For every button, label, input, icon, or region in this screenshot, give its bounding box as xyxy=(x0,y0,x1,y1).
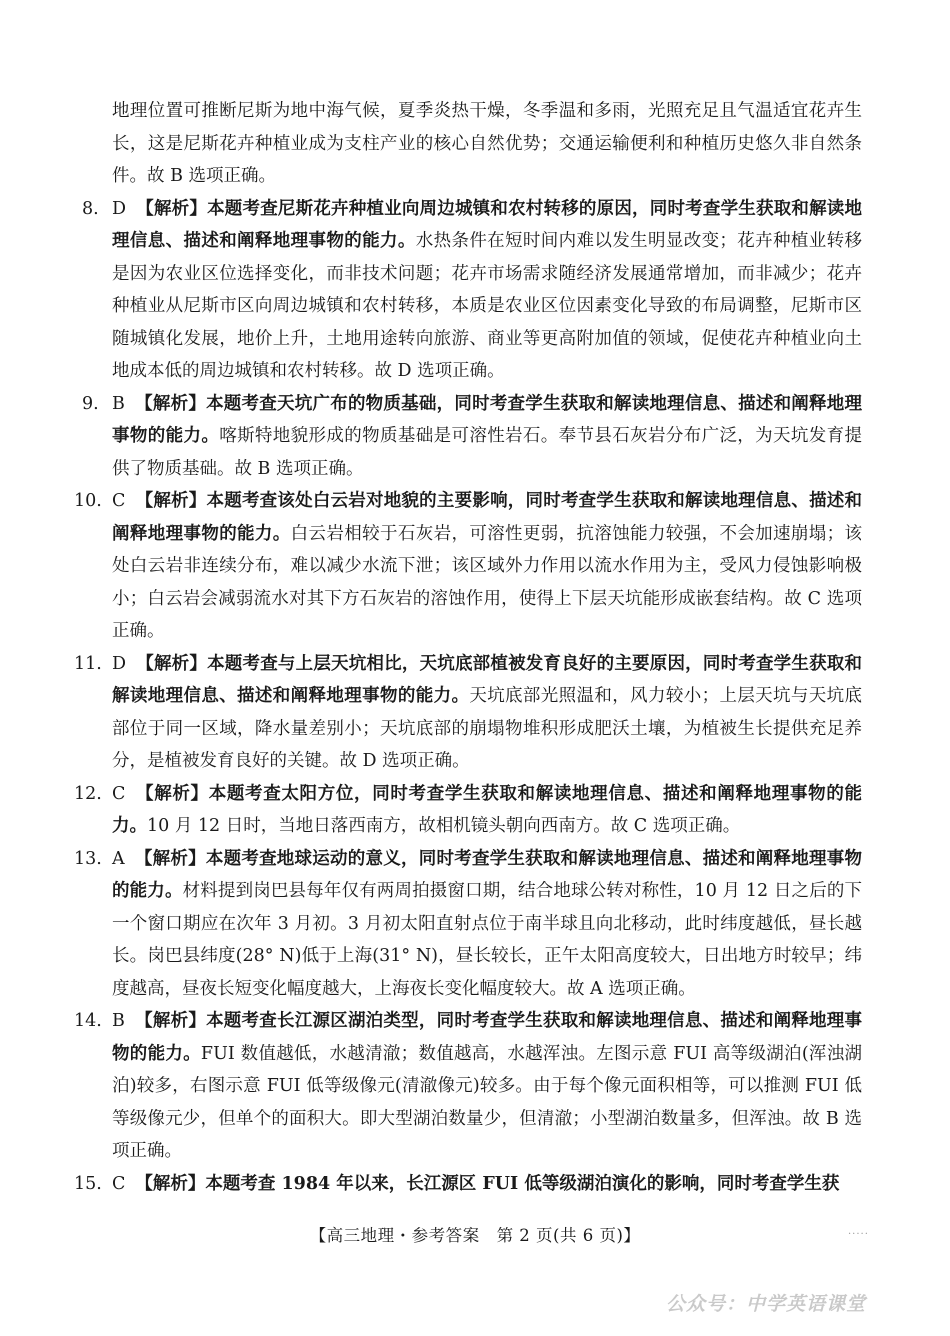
answer-item xyxy=(74,1168,862,1201)
intro-paragraph: 地理位置可推断尼斯为地中海气候，夏季炎热干燥，冬季温和多雨，光照充足且气温适宜花卉生长，这是尼斯花卉种植业成为支柱产业的核心自然优势；交通运输便利和种植历史悠久非自然条件。故 B 选项正确。 xyxy=(112,101,862,186)
analysis-body: 喀斯特地貌形成的物质基础是可溶性岩石。奉节县石灰岩分布广泛，为天坑发育提供了物质基础。故 B 选项正确。 xyxy=(112,426,863,479)
analysis-tag: 【解析】 xyxy=(136,198,208,219)
analysis-tag: 【解析】 xyxy=(135,783,209,804)
question-number: 11. xyxy=(74,653,102,674)
analysis-tag: 【解析】 xyxy=(136,653,208,674)
page-footer: 【高三地理・参考答案 第 2 页(共 6 页)】 xyxy=(309,1226,641,1245)
answer-item xyxy=(74,1005,863,1168)
analysis-tag: 【解析】 xyxy=(134,393,207,414)
question-number: 15. xyxy=(74,1173,102,1194)
analysis-body: 天坑底部光照温和，风力较小；上层天坑与天坑底部位于同一区域，降水量差别小；天坑底部的崩塌物堆积形成肥沃土壤，为植被生长提供充足养分，是植被发育良好的关键。故 D 选项正确。 xyxy=(112,686,863,771)
analysis-lead: 本题考查长江源区湖泊类型，同时考查学生获取和解读地理信息、描述和阐释地理事物的能力。 xyxy=(112,1011,863,1064)
analysis-tag: 【解析】 xyxy=(134,848,206,869)
answer-letter: C xyxy=(112,1173,126,1194)
analysis-body: 白云岩相较于石灰岩，可溶性更弱，抗溶蚀能力较强，不会加速崩塌；该处白云岩非连续分布，难以减少水流下泄；该区域外力作用以流水作用为主，受风力侵蚀影响极小；白云岩会减弱流水对其下方石灰岩的溶蚀作用，使得上下层天坑能形成嵌套结构。故 C 选项正确。 xyxy=(112,523,863,641)
analysis-lead: 本题考查该处白云岩对地貌的主要影响，同时考查学生获取和解读地理信息、描述和阐释地理事物的能力。 xyxy=(112,491,863,544)
analysis-lead: 本题考查地球运动的意义，同时考查学生获取和解读地理信息、描述和阐释地理事物的能力。 xyxy=(112,848,862,901)
answer-item xyxy=(82,193,862,388)
analysis-tag: 【解析】 xyxy=(135,491,207,511)
answer-item xyxy=(74,485,863,648)
analysis-body: 10 月 12 日时，当地日落西南方，故相机镜头朝向西南方。故 C 选项正确。 xyxy=(147,816,741,836)
question-number: 9. xyxy=(82,393,99,414)
answer-item xyxy=(82,388,862,486)
question-number: 12. xyxy=(74,783,102,804)
question-number: 8. xyxy=(82,198,99,219)
answer-letter: D xyxy=(112,653,127,674)
analysis-lead: 本题考查天坑广布的物质基础，同时考查学生获取和解读地理信息、描述和阐释地理事物的能力。 xyxy=(112,393,863,446)
footer-dots: ..... xyxy=(848,1226,869,1237)
answer-item xyxy=(74,648,863,778)
analysis-body: 水热条件在短时间内难以发生明显改变；花卉种植业转移是因为农业区位选择变化，而非技术问题；花卉市场需求随经济发展通常增加，而非减少；花卉种植业从尼斯市区向周边城镇和农村转移，本质是农业区位因素变化导致的布局调整，尼斯市区随城镇化发展，地价上升，土地用途转向旅游、商业等更高附加值的领域，促使花卉种植业向土地成本低的周边城镇和农村转移。故 D 选项正确。 xyxy=(112,231,862,381)
answer-letter: C xyxy=(112,491,126,511)
answer-letter: D xyxy=(112,198,127,219)
answer-letter: C xyxy=(112,783,126,804)
analysis-tag: 【解析】 xyxy=(134,1011,207,1031)
answer-list xyxy=(74,193,863,1201)
question-number: 13. xyxy=(74,848,102,869)
answer-letter: B xyxy=(112,393,125,414)
watermark: 公众号：中学英语课堂 xyxy=(666,1293,867,1315)
analysis-lead: 本题考查 1984 年以来，长江源区 FUI 低等级湖泊演化的影响，同时考查学生获 xyxy=(205,1173,840,1194)
analysis-tag: 【解析】 xyxy=(135,1173,206,1194)
answer-letter: B xyxy=(112,1011,125,1031)
answer-item xyxy=(74,843,863,1006)
analysis-lead: 本题考查尼斯花卉种植业向周边城镇和农村转移的原因，同时考查学生获取和解读地理信息、描述和阐释地理事物的能力。 xyxy=(112,198,863,251)
question-number: 14. xyxy=(74,1011,102,1031)
analysis-lead: 本题考查太阳方位，同时考查学生获取和解读地理信息、描述和阐释地理事物的能力。 xyxy=(112,783,862,836)
analysis-body: FUI 数值越低，水越清澈；数值越高，水越浑浊。左图示意 FUI 高等级湖泊(浑浊湖泊)较多，右图示意 FUI 低等级像元(清澈像元)较多。由于每个像元面积相等，可以推测 FUI 低等级像元少，但单个的面积大。即大型湖泊数量少，但清澈；小型湖泊数量多，但浑浊。故 B 选项正确。 xyxy=(112,1043,862,1161)
analysis-body: 材料提到岗巴县每年仅有两周拍摄窗口期，结合地球公转对称性，10 月 12 日之后的下一个窗口期应在次年 3 月初。3 月初太阳直射点位于南半球且向北移动，此时纬度越低，昼长越长。岗巴县纬度(28° N)低于上海(31° N)，昼长较长，正午太阳高度较大，日出地方时较早；纬度越高，昼夜长短变化幅度越大，上海夜长变化幅度较大。故 A 选项正确。 xyxy=(112,881,863,999)
answer-letter: A xyxy=(112,848,125,869)
question-number: 10. xyxy=(74,491,102,511)
answer-item xyxy=(74,778,862,843)
analysis-lead: 本题考查与上层天坑相比，天坑底部植被发育良好的主要原因，同时考查学生获取和解读地理信息、描述和阐释地理事物的能力。 xyxy=(112,653,863,706)
answer-text-block xyxy=(74,95,863,1200)
